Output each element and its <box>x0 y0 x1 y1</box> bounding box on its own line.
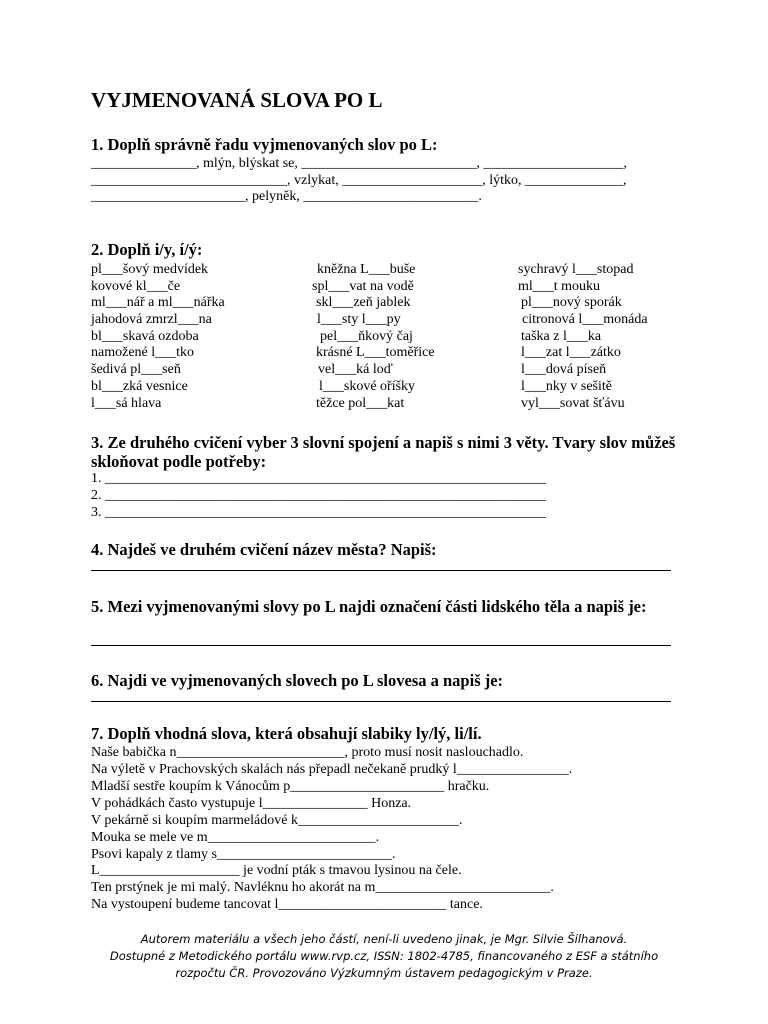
ex2-item: vel___ká loď <box>318 362 393 377</box>
exercise-7-line: L____________________ je vodní pták s tmavou lysinou na čele. <box>91 863 462 878</box>
exercise-7-line: Na vystoupení budeme tancovat l________________________ tance. <box>91 897 483 912</box>
ex2-item: ml___nář a ml___nářka <box>91 295 225 310</box>
exercise-1-line: ____________________________, vzlykat, ____________________, lýtko, ______________, <box>91 173 627 188</box>
ex2-item: namožené l___tko <box>91 345 195 360</box>
ex2-item: sychravý l___stopad <box>518 262 634 277</box>
ex2-item: l___dová píseň <box>521 362 607 377</box>
ex2-item: krásné L___toměřice <box>316 345 435 360</box>
ex2-item: l___sty l___py <box>317 312 401 327</box>
exercise-7-line: Psovi kapaly z tlamy s_________________________. <box>91 847 396 862</box>
exercise-4-heading: 4. Najdeš ve druhém cvičení název města? Napiš: <box>91 540 437 559</box>
exercise-5-heading: 5. Mezi vyjmenovanými slovy po L najdi označení části lidského těla a napiš je: <box>91 597 647 616</box>
ex2-item: bl___skavá ozdoba <box>91 329 199 344</box>
exercise-7-line: V pekárně si koupím marmeládové k_______________________. <box>91 813 463 828</box>
ex2-item: kněžna L___buše <box>317 262 416 277</box>
exercise-1-line: ______________________, pelyněk, _________________________. <box>91 189 482 204</box>
ex2-item: citronová l___monáda <box>522 312 648 327</box>
ex2-item: l___nky v sešitě <box>521 379 612 394</box>
exercise-2-heading: 2. Doplň i/y, í/ý: <box>91 240 203 259</box>
ex2-item: vyl___sovat šťávu <box>521 396 625 411</box>
ex2-item: pl___šový medvídek <box>91 262 209 277</box>
exercise-7-line: Na výletě v Prachovských skalách nás přepadl nečekaně prudký l________________. <box>91 762 573 777</box>
ex2-item: těžce pol___kat <box>316 396 405 411</box>
ex2-item: jahodová zmrzl___na <box>91 312 212 327</box>
ex2-item: kovové kl___če <box>91 279 181 294</box>
footer-line: Dostupné z Metodického portálu www.rvp.cz, ISSN: 1802-4785, financovaného z ESF a státního <box>109 949 659 963</box>
exercise-1-line: _______________, mlýn, blýskat se, _________________________, ____________________, <box>91 156 627 171</box>
exercise-7-line: Naše babička n________________________, proto musí nosit naslouchadlo. <box>91 745 524 760</box>
ex2-item: l___sá hlava <box>91 396 162 411</box>
page-title: VYJMENOVANÁ SLOVA PO L <box>91 88 383 112</box>
ex2-item: taška z l___ka <box>521 329 602 344</box>
exercise-7-line: Ten prstýnek je mi malý. Navléknu ho akorát na m_________________________. <box>91 880 554 895</box>
ex2-item: l___zat l___zátko <box>521 345 621 360</box>
exercise-7-heading: 7. Doplň vhodná slova, která obsahují slabiky ly/lý, li/lí. <box>91 724 482 743</box>
exercise-6-heading: 6. Najdi ve vyjmenovaných slovech po L slovesa a napiš je: <box>91 671 504 690</box>
exercise-7-line: Mladší sestře koupím k Vánocům p______________________ hračku. <box>91 779 490 794</box>
exercise-1-heading: 1. Doplň správně řadu vyjmenovaných slov po L: <box>91 135 438 154</box>
exercise-3-line: 1. _______________________________________________________________ <box>91 471 546 486</box>
ex2-item: spl___vat na vodě <box>312 279 414 294</box>
ex2-item: pl___nový sporák <box>521 295 622 310</box>
exercise-3-line: 3. _______________________________________________________________ <box>91 505 546 520</box>
footer-line: Autorem materiálu a všech jeho částí, není-li uvedeno jinak, je Mgr. Silvie Šilhanová. <box>140 932 628 946</box>
ex2-item: pel___ňkový čaj <box>320 329 413 344</box>
ex2-item: ml___t mouku <box>518 279 601 294</box>
answer-line <box>91 701 671 702</box>
footer-line: rozpočtu ČR. Provozováno Výzkumným ústavem pedagogickým v Praze. <box>175 966 593 980</box>
exercise-7-line: V pohádkách často vystupuje l_______________ Honza. <box>91 796 412 811</box>
exercise-3-heading: 3. Ze druhého cvičení vyber 3 slovní spojení a napiš s nimi 3 věty. Tvary slov můžeš skloňovat podle potřeby: <box>91 433 676 471</box>
answer-line <box>91 645 671 646</box>
exercise-7-line: Mouka se mele ve m________________________. <box>91 830 380 845</box>
ex2-item: šedivá pl___seň <box>91 362 181 377</box>
ex2-item: bl___zká vesnice <box>91 379 188 394</box>
answer-line <box>91 570 671 571</box>
exercise-3-line: 2. _______________________________________________________________ <box>91 488 546 503</box>
ex2-item: l___skové oříšky <box>319 379 416 394</box>
ex2-item: skl___zeň jablek <box>316 295 411 310</box>
